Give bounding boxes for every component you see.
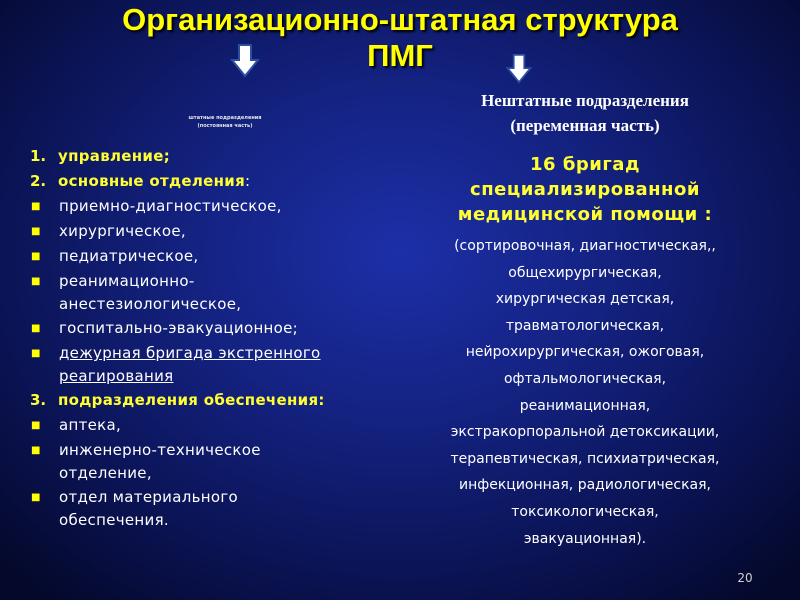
permanent-units-caption-line-2: (постоянная часть) bbox=[197, 123, 253, 129]
list-item-support-units bbox=[30, 388, 410, 413]
list-item bbox=[30, 219, 410, 244]
brigade-types-list bbox=[412, 233, 758, 552]
list-item bbox=[30, 485, 410, 532]
list-item bbox=[30, 194, 410, 219]
permanent-units-caption bbox=[150, 114, 300, 130]
brigade-type: офтальмологическая, bbox=[503, 370, 667, 387]
brigade-type: инфекционная, радиологическая, bbox=[459, 477, 711, 494]
list-item bbox=[30, 269, 410, 316]
brigade-type: терапевтическая, психиатрическая, bbox=[450, 450, 720, 467]
item-number: 1. bbox=[30, 147, 47, 165]
brigade-type: экстракорпоральной детоксикации, bbox=[450, 424, 720, 441]
variable-units-heading-line-2: (переменная часть) bbox=[510, 116, 660, 135]
title-line-1: Организационно-штатная структура bbox=[122, 2, 678, 37]
variable-units-heading bbox=[412, 88, 758, 138]
brigades-line-2: специализированной bbox=[470, 179, 700, 200]
item-number: 2. bbox=[30, 172, 47, 190]
list-item bbox=[30, 438, 410, 485]
list-item bbox=[30, 413, 410, 438]
bullet-square-icon: ■ bbox=[31, 445, 41, 456]
slide-title bbox=[0, 2, 800, 74]
down-arrow-icon bbox=[230, 44, 260, 78]
item-text: педиатрическое, bbox=[59, 247, 199, 265]
bullet-square-icon: ■ bbox=[31, 492, 41, 503]
brigade-type: хирургическая детская, bbox=[495, 291, 675, 308]
title-line-2: ПМГ bbox=[367, 38, 433, 73]
item-text: отдел материального обеспечения. bbox=[59, 488, 238, 529]
list-item bbox=[30, 244, 410, 269]
item-text: аптека, bbox=[59, 416, 122, 434]
bullet-square-icon: ■ bbox=[31, 276, 41, 287]
bullet-square-icon: ■ bbox=[31, 348, 41, 359]
brigade-type: эвакуационная). bbox=[523, 530, 647, 547]
item-text: основные отделения: bbox=[58, 172, 251, 190]
brigades-line-1: 16 бригад bbox=[530, 154, 640, 175]
permanent-units-list bbox=[30, 144, 410, 532]
brigades-line-3: медицинской помощи : bbox=[457, 204, 713, 225]
permanent-units-caption-line-1: штатные подразделения bbox=[188, 115, 262, 121]
item-text: подразделения обеспечения: bbox=[58, 391, 325, 409]
brigade-type: общехирургическая, bbox=[508, 264, 662, 281]
item-number: 3. bbox=[30, 391, 47, 409]
brigade-type: нейрохирургическая, ожоговая, bbox=[465, 344, 705, 361]
brigade-type: (сортировочная, диагностическая,, bbox=[454, 238, 716, 254]
brigade-type: токсикологическая, bbox=[511, 503, 659, 520]
item-text: инженерно-техническое отделение, bbox=[59, 441, 261, 482]
bullet-square-icon: ■ bbox=[31, 251, 41, 262]
bullet-square-icon: ■ bbox=[31, 201, 41, 212]
item-text: приемно-диагностическое, bbox=[59, 197, 282, 215]
brigades-heading bbox=[412, 152, 758, 227]
list-item-main-departments bbox=[30, 169, 410, 194]
item-text: госпитально-эвакуационное; bbox=[59, 319, 299, 337]
item-text: реанимационно- анестезиологическое, bbox=[59, 272, 242, 313]
list-item-management bbox=[30, 144, 410, 169]
variable-units-heading-line-1: Нештатные подразделения bbox=[481, 91, 689, 110]
bullet-square-icon: ■ bbox=[31, 420, 41, 431]
list-item bbox=[30, 316, 410, 341]
list-item-duty-team bbox=[30, 341, 410, 388]
down-arrow-icon bbox=[505, 54, 533, 84]
item-text: управление; bbox=[58, 147, 170, 165]
bullet-square-icon: ■ bbox=[31, 323, 41, 334]
item-text: дежурная бригада экстренного реагирования bbox=[59, 344, 321, 385]
item-text: хирургическое, bbox=[59, 222, 186, 240]
page-number: 20 bbox=[737, 571, 753, 585]
brigade-type: реанимационная, bbox=[519, 397, 651, 414]
bullet-square-icon: ■ bbox=[31, 226, 41, 237]
brigade-type: травматологическая, bbox=[505, 317, 665, 334]
